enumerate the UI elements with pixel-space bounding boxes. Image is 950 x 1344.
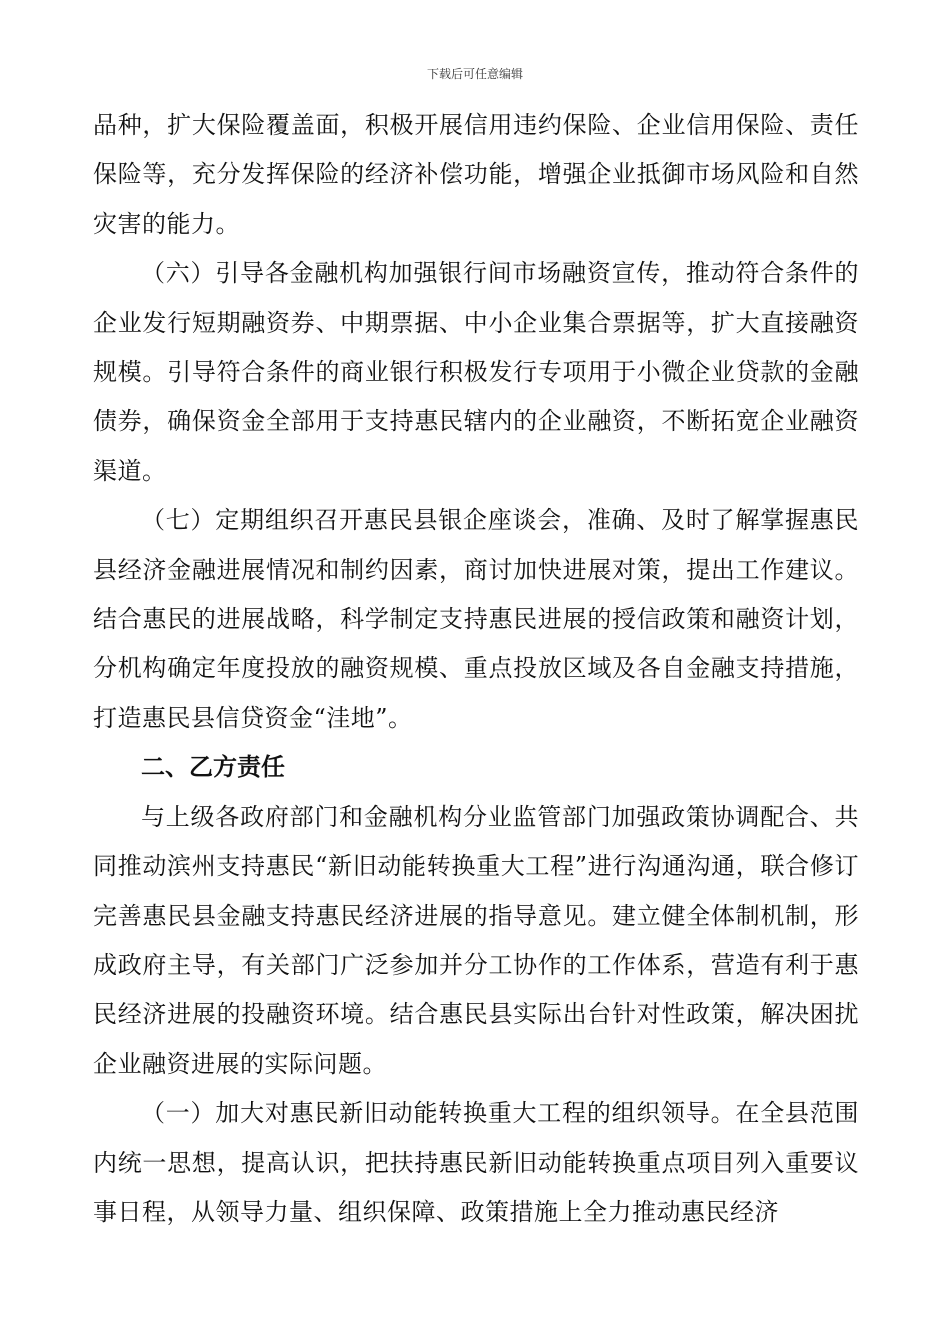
- paragraph-continued: 品种，扩大保险覆盖面，积极开展信用违约保险、企业信用保险、责任保险等，充分发挥保险的经济补偿功能，增强企业抵御市场风险和自然灾害的能力。: [93, 111, 859, 238]
- paragraph-party-b-intro: 与上级各政府部门和金融机构分业监管部门加强政策协调配合、共同推动滨州支持惠民“新旧动能转换重大工程”进行沟通沟通，联合修订完善惠民县金融支持惠民经济进展的指导意见。建立健全体制机制，形成政府主导，有关部门广泛参加并分工协作的工作体系，营造有利于惠民经济进展的投融资环境。结合惠民县实际出台针对性政策，解决困扰企业融资进展的实际问题。: [93, 802, 859, 1078]
- paragraph-item-6: （六）引导各金融机构加强银行间市场融资宣传，推动符合条件的企业发行短期融资券、中期票据、中小企业集合票据等，扩大直接融资规模。引导符合条件的商业银行积极发行专项用于小微企业贷款的金融债券，确保资金全部用于支持惠民辖内的企业融资，不断拓宽企业融资渠道。: [93, 259, 859, 485]
- header-note: 下载后可任意编辑: [426, 67, 523, 81]
- paragraph-item-7: （七）定期组织召开惠民县银企座谈会，准确、及时了解掌握惠民县经济金融进展情况和制约因素，商讨加快进展对策，提出工作建议。结合惠民的进展战略，科学制定支持惠民进展的授信政策和融资计划，分机构确定年度投放的融资规模、重点投放区域及各自金融支持措施，打造惠民县信贷资金“洼地”。: [93, 506, 859, 732]
- section-heading: 二、乙方责任: [141, 753, 285, 782]
- paragraph-item-1: （一）加大对惠民新旧动能转换重大工程的组织领导。在全县范围内统一思想，提高认识，把扶持惠民新旧动能转换重点项目列入重要议事日程，从领导力量、组织保障、政策措施上全力推动惠民经济: [93, 1099, 859, 1226]
- document-body: [93, 101, 859, 1237]
